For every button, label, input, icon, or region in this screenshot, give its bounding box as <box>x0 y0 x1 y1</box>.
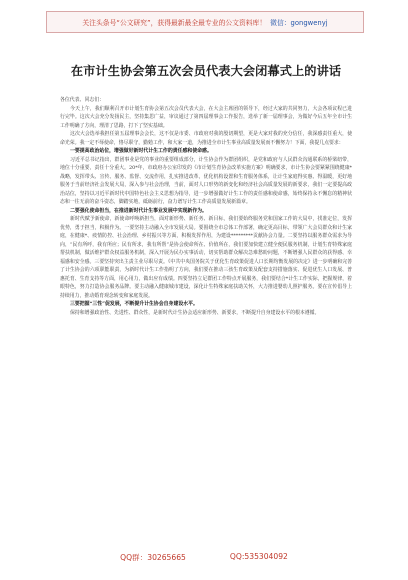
wechat-handle: 微信：gongwenyj <box>270 19 328 27</box>
salutation: 各位代表、同志们： <box>60 97 105 103</box>
promo-banner-text: 关注头条号“公文研究”，获得最新最全最专业的公文资料库！ <box>82 19 267 27</box>
paragraph: 新时代赋予新使命，新使命呼唤新担当，面对新形势、新任务、新目标，我们要始终服务党和国家工作的大局中，找准定位，发挥优势，勇于担当，积极作为。一要坚持主动融入全市发展大局。要围绕全市总体工作部署，确定更高目标，带领广大会员群众和计生家庭，在健康*、疫情防控、社会治理、乡村振兴等方面，积极发挥作用，为建设*********贡献协会力量。二要坚持以服务群众需求为导向，“民有所呼，我有所应；民有所求，我有所帮”是协会使命所在、价值所在，我们要加快建立健全便民服务机制，计划生育特殊家庭帮扶机制，做活维护群众权益服务机制，深入开展为民办实事活动，切实帮助群众解决急难愁盼问题，不断增强人民群众的获得感、幸福感和安全感。三要坚持突出主责主业尽职尽责。《中共中央国务院关于优化生育政策促进人口长期均衡发展的决定》进一步明确和完善了计生协会的六项职能职责，为新时代计生工作指明了方向，我们要在推动三孩生育政策及配套支持措施落实、促进优生人口发展、普惠托育、生育支持等方面，用心用力，做出应有成绩。四要坚持立足群团工作特点开展服务，我们要结合*计生工作实际，把握规律，着眼特色，努力打造协会服务品牌。要主动融入健康城市建设，深化计生特殊家庭扶助关怀，大力推进婴幼儿照护服务。要在宣传倡导上持续用力，推动婚育观念转变和家庭发展。 <box>60 216 352 299</box>
document-body <box>60 96 352 526</box>
qq-number: QQ:535304092 <box>229 552 288 561</box>
paragraph: 保持和增强政治性、先进性、群众性，是新时代计生协会适应新形势、新要求，不断提升自身建设水平的根本遵循。 <box>70 309 320 316</box>
promo-banner <box>46 11 364 33</box>
section-heading: 一要提高政治站位，增强做好新时代计生工作的责任感和使命感。 <box>70 148 212 154</box>
footer-contacts <box>0 552 408 568</box>
paragraph: 这次大会选举我担任第五届理事会会长，这不仅是市委、市政府对我的殷切期望，更是大家对我的充分信任，我深感责任重大，使命光荣。我一定不辱使命，恪尽职守，勤勉工作，和大家一道，为推进全市计生事业高质量发展而不懈努力！下面，我提几点要求： <box>60 131 352 146</box>
section-heading: 二要强化使命担当，在推进新时代计生事业发展中实现新作为。 <box>70 207 207 214</box>
paragraph: 习近平总书记指出，群团事业是党的事业的重要组成部分，计生协会作为群团组织，是党和政府与人民群众沟通联系的桥梁纽带，地位十分重要，责任十分重大。20*年，市政府办公室印发的《市计划生育协会改革实施方案》明确要求，市计生协会要紧紧围绕健康*战略，发挥带头、宣传、服务、监督、交流作用，扎实推进改革，优化机构设置和生育服务体系，让计生家庭得实惠、得温暖，更好地服务于当前经济社会发展大局，深入参与社会治理，当前，面对人口形势的新变化和经济社会高质量发展的新要求，我们一定要提高政治站位，坚持以习近平新时代中国特色社会主义思想为指导，进一步增强做好计生工作的责任感和使命感，始终保持永不懈怠的精神状态和一往无前的奋斗姿态，脚踏实地，砥砺前行，奋力谱写计生工作高质量发展新篇章。 <box>60 156 352 205</box>
qq-group: QQ群：30265665 <box>120 553 186 562</box>
document-title: 在市计生协会第五次会员代表大会闭幕式上的讲话 <box>70 64 342 78</box>
section-heading: 三要把握“三性”促发展，不断提升计生协会自身建设水平。 <box>70 301 198 307</box>
paragraph: 今天上午，我们顺利召开市计划生育协会第五次会员代表大会，在大会主席团的领导下，经过大家的共同努力，大会各项议程已进行完毕。这次大会充分发扬民主，坚持集思广益，审议通过了第四届理事会工作报告，选举了新一届理事会，为做好今后五年全市计生工作明确了方向，理清了思路，打下了坚实基础。 <box>60 105 352 129</box>
